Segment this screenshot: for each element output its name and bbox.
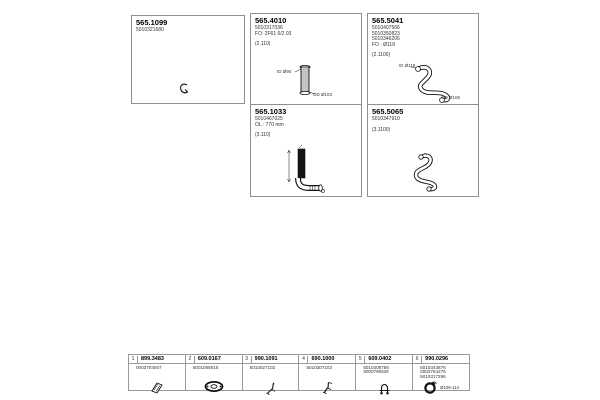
position-number: 5 [356,356,365,363]
fitting-parts-table [128,354,470,391]
position-number: 1 [129,356,138,363]
part-code: 565.1099 [136,18,168,27]
inner-diameter-label: ID Ø118 [399,63,416,68]
oe-number: 5010350823 [372,30,400,37]
u-bolt-clamp-icon [378,380,391,395]
engine-code: (2.110) [255,41,271,48]
bent-pipe-drawing [282,142,334,194]
fitting-oe-number: 5010027102 [249,364,276,370]
fitting-code: 609.0167 [197,355,221,362]
s-hose-drawing [402,150,450,194]
table-column-5 [356,355,413,390]
clamp-diameter-range: Ø108-114 [440,384,459,390]
oe-number: 5010467025 [255,116,283,122]
fitting-oe-number: 5010307103 [306,364,333,370]
oe-number: 5010321680 [136,27,164,33]
table-column-2 [186,355,243,390]
table-column-1 [129,355,186,390]
engine-code: (2.1100) [372,52,391,59]
fitting-code: 990.0296 [425,355,449,362]
fitting-code: 609.0402 [368,355,392,362]
fitting-code: 990.1091 [254,355,278,362]
fitting-oe-number: 0003764276 [420,369,446,375]
position-number: 2 [186,356,195,363]
position-number: 4 [299,356,308,363]
inner-diameter-label: ID Ø90 [277,69,292,74]
pipe-clamp-icon [423,380,438,394]
fitment-note: FO: 2F61 6/2 03 [255,30,292,37]
table-column-6 [413,355,469,390]
gasket-icon [149,380,165,394]
engine-code: (3.110) [255,132,271,139]
fitting-code: 899.3483 [141,355,164,362]
part-code: 565.5065 [372,107,404,116]
oe-number: 5010407566 [372,25,400,31]
part-code: 565.5041 [372,16,404,25]
mounting-bracket-icon [320,380,334,395]
engine-code: (3.1100) [372,126,391,133]
position-number: 3 [243,356,252,363]
table-column-4 [299,355,356,390]
part-code: 565.4010 [255,16,287,25]
fitting-oe-number: 5001058015 [192,364,219,370]
fitment-note: FO : Ø118 [372,41,395,48]
hanger-bracket-icon [264,380,278,395]
table-column-3 [243,355,300,390]
outer-diameter-label: OD Ø103 [313,92,333,97]
oe-number: 5010347910 [372,116,400,122]
clamp-hook-drawing [176,81,192,97]
fitting-oe-number: 5010317296 [420,374,446,380]
part-code: 565.1033 [255,107,287,116]
position-number: 6 [413,356,422,363]
fitting-oe-number: 0003704007 [136,364,162,370]
length-note: OL : 770 mm [255,121,284,128]
flange-gasket-icon [203,380,225,393]
fitting-code: 690.1000 [311,355,335,362]
oe-number: 5010346206 [372,36,400,43]
outer-diameter-label: OD Ø106 [441,95,461,100]
fitting-oe-number: 5010343876 [420,364,446,370]
oe-number: 5010317036 [255,25,283,31]
fitting-oe-number: 5010308756 [363,364,389,370]
fitting-oe-number: 5000790526 [363,369,389,375]
